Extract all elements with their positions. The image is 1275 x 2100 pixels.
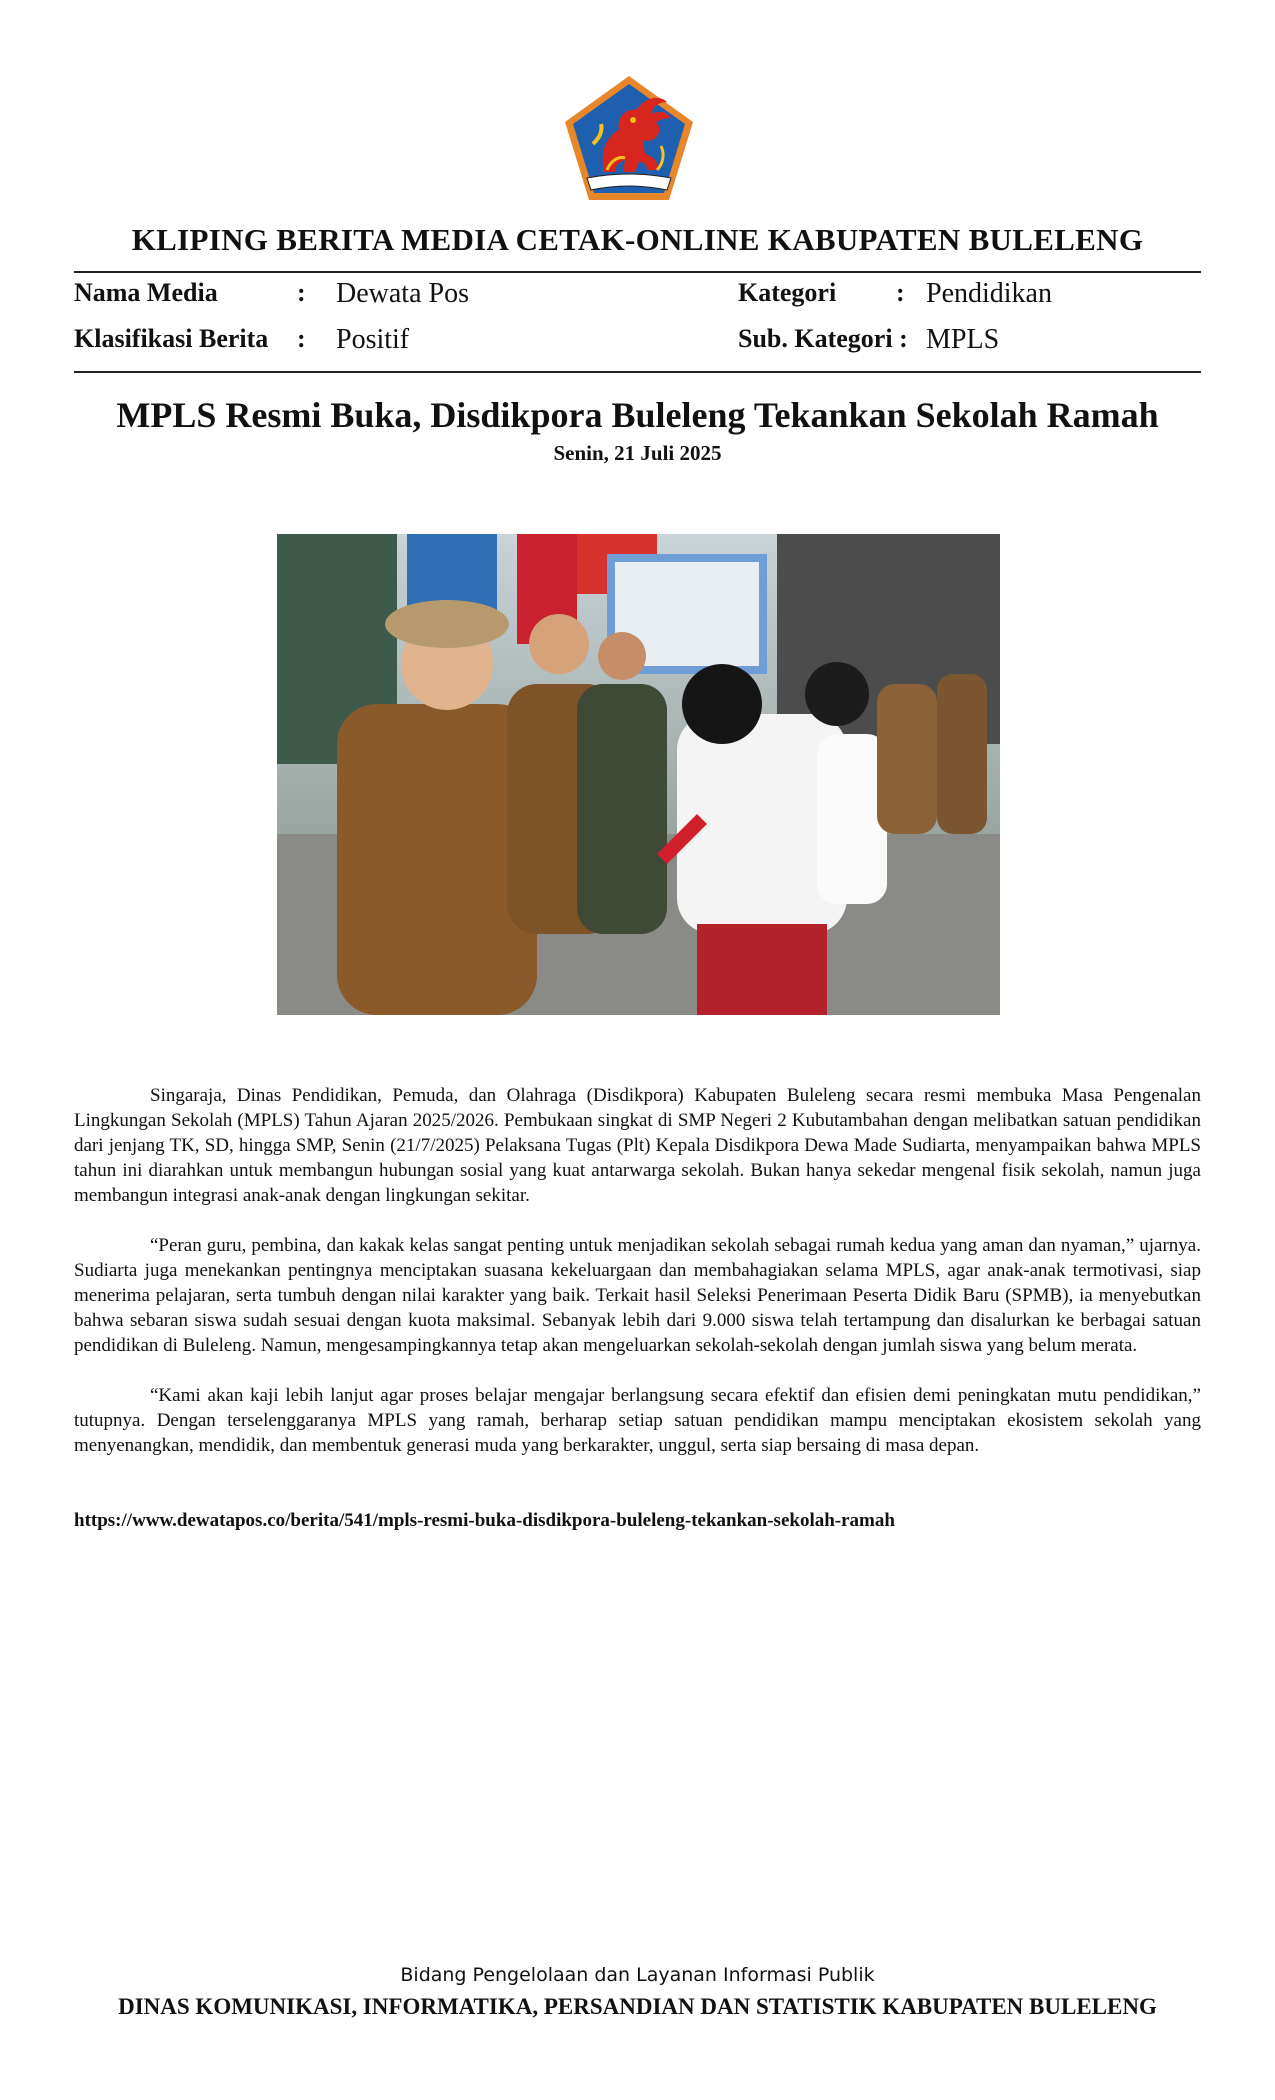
footer-division: Bidang Pengelolaan dan Layanan Informasi Publik <box>400 1964 875 1986</box>
article-paragraph: Singaraja, Dinas Pendidikan, Pemuda, dan Olahraga (Disdikpora) Kabupaten Buleleng secara resmi membuka Masa Pengenalan Lingkungan Sekolah (MPLS) Tahun Ajaran 2025/2026. Pembukaan singkat di SMP Negeri 2 Kubutambahan dengan melibatkan satuan pendidikan dari jenjang TK, SD, hingga SMP, Senin (21/7/2025) Pelaksana Tugas (Plt) Kepala Disdikpora Dewa Made Sudiarta, menyampaikan bahwa MPLS tahun ini diarahkan untuk membangun hubungan sosial yang kuat antarwarga sekolah. Bukan hanya sekedar mengenal fisik sekolah, namun juga membangun integrasi anak-anak dengan lingkungan sekitar. <box>74 1085 1201 1206</box>
media-colon: : <box>297 278 306 307</box>
subkategori-label: Sub. Kategori : <box>738 324 908 353</box>
article-paragraph: “Peran guru, pembina, dan kakak kelas sangat penting untuk menjadikan sekolah sebagai rumah kedua yang aman dan nyaman,” ujarnya. Sudiarta juga menekankan pentingnya menciptakan suasana kekeluargaan dan membahagiakan selama MPLS, agar anak-anak termotivasi, siap menerima pelajaran, serta tumbuh dengan nilai karakter yang baik. Terkait hasil Seleksi Penerimaan Peserta Didik Baru (SPMB), ia menyebutkan bahwa sebaran siswa sudah sesuai dengan kuota maksimal. Sebanyak lebih dari 9.000 siswa telah tertampung dan disalurkan ke berbagai satuan pendidikan di Buleleng. Namun, mengesampingkannya tetap akan mengeluarkan sekolah-sekolah dengan jumlah siswa yang belum merata. <box>74 1235 1201 1356</box>
header-divider-bottom <box>74 371 1201 373</box>
meta-row-klasifikasi <box>74 324 1201 364</box>
subkategori-value: MPLS <box>926 324 1000 355</box>
kategori-value: Pendidikan <box>926 278 1052 309</box>
klasifikasi-colon: : <box>297 324 306 353</box>
clipping-header-title: KLIPING BERITA MEDIA CETAK-ONLINE KABUPATEN BULELENG <box>131 222 1144 257</box>
source-url-link[interactable]: https://www.dewatapos.co/berita/541/mpls-resmi-buka-disdikpora-buleleng-tekankan-sekolah-ramah <box>74 1510 895 1531</box>
article-paragraph: “Kami akan kaji lebih lanjut agar proses belajar mengajar berlangsung secara efektif dan efisien demi peningkatan mutu pendidikan,” tutupnya. Dengan terselenggaranya MPLS yang ramah, berharap setiap satuan pendidikan mampu menciptakan ekosistem sekolah yang menyenangkan, mendidik, dan membentuk generasi muda yang berkarakter, unggul, serta siap bersaing di masa depan. <box>74 1385 1201 1456</box>
media-value: Dewata Pos <box>336 278 469 309</box>
klasifikasi-label: Klasifikasi Berita <box>74 324 269 353</box>
footer-agency: DINAS KOMUNIKASI, INFORMATIKA, PERSANDIAN DAN STATISTIK KABUPATEN BULELENG <box>118 1994 1157 2019</box>
media-label: Nama Media <box>74 278 218 307</box>
header-divider-top <box>74 271 1201 273</box>
article-body <box>74 1083 1201 1483</box>
meta-row-media <box>74 278 1201 318</box>
article-date: Senin, 21 Juli 2025 <box>553 441 722 465</box>
kategori-label: Kategori <box>738 278 837 307</box>
news-photo <box>277 534 1000 1015</box>
kategori-colon: : <box>896 278 905 307</box>
klasifikasi-value: Positif <box>336 324 410 355</box>
article-title: MPLS Resmi Buka, Disdikpora Buleleng Tekankan Sekolah Ramah <box>116 395 1159 435</box>
buleleng-emblem-logo <box>563 74 695 202</box>
